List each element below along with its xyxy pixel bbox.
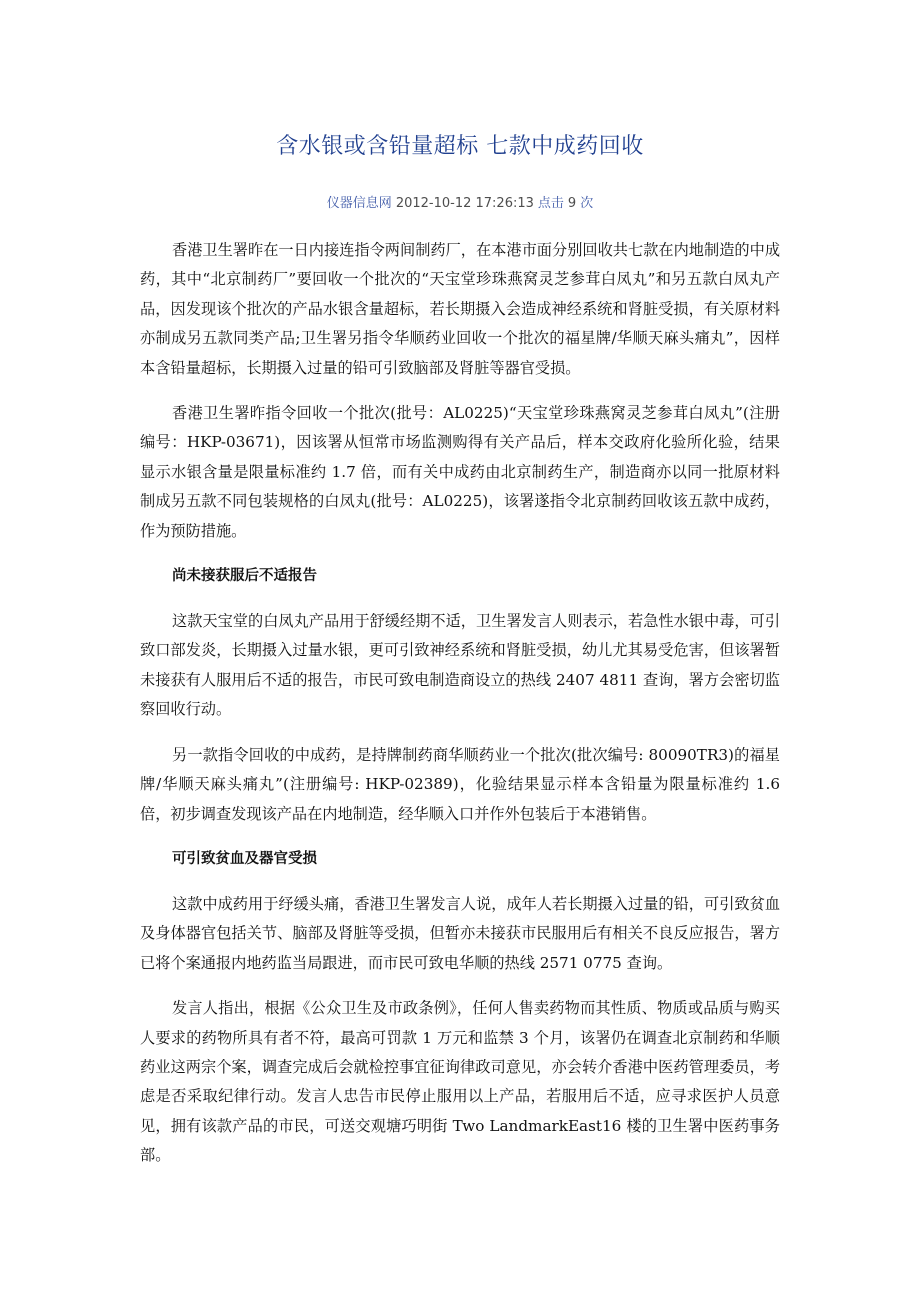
article-body [140, 236, 780, 1171]
article-title: 含水银或含铅量超标 七款中成药回收 [276, 134, 644, 159]
publish-datetime: 2012-10-12 17:26:13 [395, 196, 534, 211]
source-name: 仪器信息网 [326, 196, 392, 211]
body-paragraph: 另一款指令回收的中成药，是持牌制药商华顺药业一个批次(批次编号: 80090TR3)的福星牌/华顺天麻头痛丸”(注册编号: HKP-02389)，化验结果显示样本含铅量为限量标准约 1.6 倍，初步调查发现该产品在内地制造，经华顺入口并作外包装后于本港销售。 [140, 745, 780, 823]
clicks-count: 9 [567, 196, 577, 211]
section-heading: 尚未接获服后不适报告 [172, 568, 317, 585]
body-paragraph: 香港卫生署昨指令回收一个批次(批号：AL0225)“天宝堂珍珠燕窝灵芝参茸白凤丸”(注册编号：HKP-03671)，因该署从恒常市场监测购得有关产品后，样本交政府化验所化验，结果显示水银含量是限量标准约 1.7 倍，而有关中成药由北京制药生产，制造商亦以同一批原材料制成另五款不同包装规格的白凤丸(批号：AL0225)，该署遂指令北京制药回收该五款中成药，作为预防措施。 [140, 404, 780, 540]
body-paragraph: 发言人指出，根据《公众卫生及市政条例》，任何人售卖药物而其性质、物质或品质与购买人要求的药物所具有者不符，最高可罚款 1 万元和监禁 3 个月，该署仍在调查北京制药和华顺药业这两宗个案，调查完成后会就检控事宜征询律政司意见，亦会转介香港中医药管理委员，考虑是否采取纪律行动。发言人忠告市民停止服用以上产品，若服用后不适，应寻求医护人员意见，拥有该款产品的市民，可送交观塘巧明街 Two LandmarkEast16 楼的卫生署中医药事务部。 [140, 999, 780, 1165]
body-paragraph: 这款中成药用于纾缓头痛，香港卫生署发言人说，成年人若长期摄入过量的铅，可引致贫血及身体器官包括关节、脑部及肾脏等受损，但暂亦未接获市民服用后有相关不良反应报告，署方已将个案通报内地药监当局跟进，而市民可致电华顺的热线 2571 0775 查询。 [140, 894, 780, 972]
clicks-suffix: 次 [580, 196, 594, 211]
clicks-prefix: 点击 [537, 196, 564, 211]
body-paragraph: 香港卫生署昨在一日内接连指令两间制药厂，在本港市面分别回收共七款在内地制造的中成药，其中“北京制药厂”要回收一个批次的“天宝堂珍珠燕窝灵芝参茸白凤丸”和另五款白凤丸产品，因发现该个批次的产品水银含量超标，若长期摄入会造成神经系统和肾脏受损，有关原材料亦制成另五款同类产品;卫生署另指令华顺药业回收一个批次的福星牌/华顺天麻头痛丸”，因样本含铅量超标，长期摄入过量的铅可引致脑部及肾脏等器官受损。 [140, 241, 780, 377]
body-paragraph: 这款天宝堂的白凤丸产品用于舒缓经期不适，卫生署发言人则表示，若急性水银中毒，可引致口部发炎，长期摄入过量水银，更可引致神经系统和肾脏受损，幼儿尤其易受危害，但该署暂未接获有人服用后不适的报告，市民可致电制造商设立的热线 2407 4811 查询，署方会密切监察回收行动。 [140, 612, 780, 719]
section-heading: 可引致贫血及器官受损 [172, 850, 317, 867]
article-meta [140, 194, 780, 214]
